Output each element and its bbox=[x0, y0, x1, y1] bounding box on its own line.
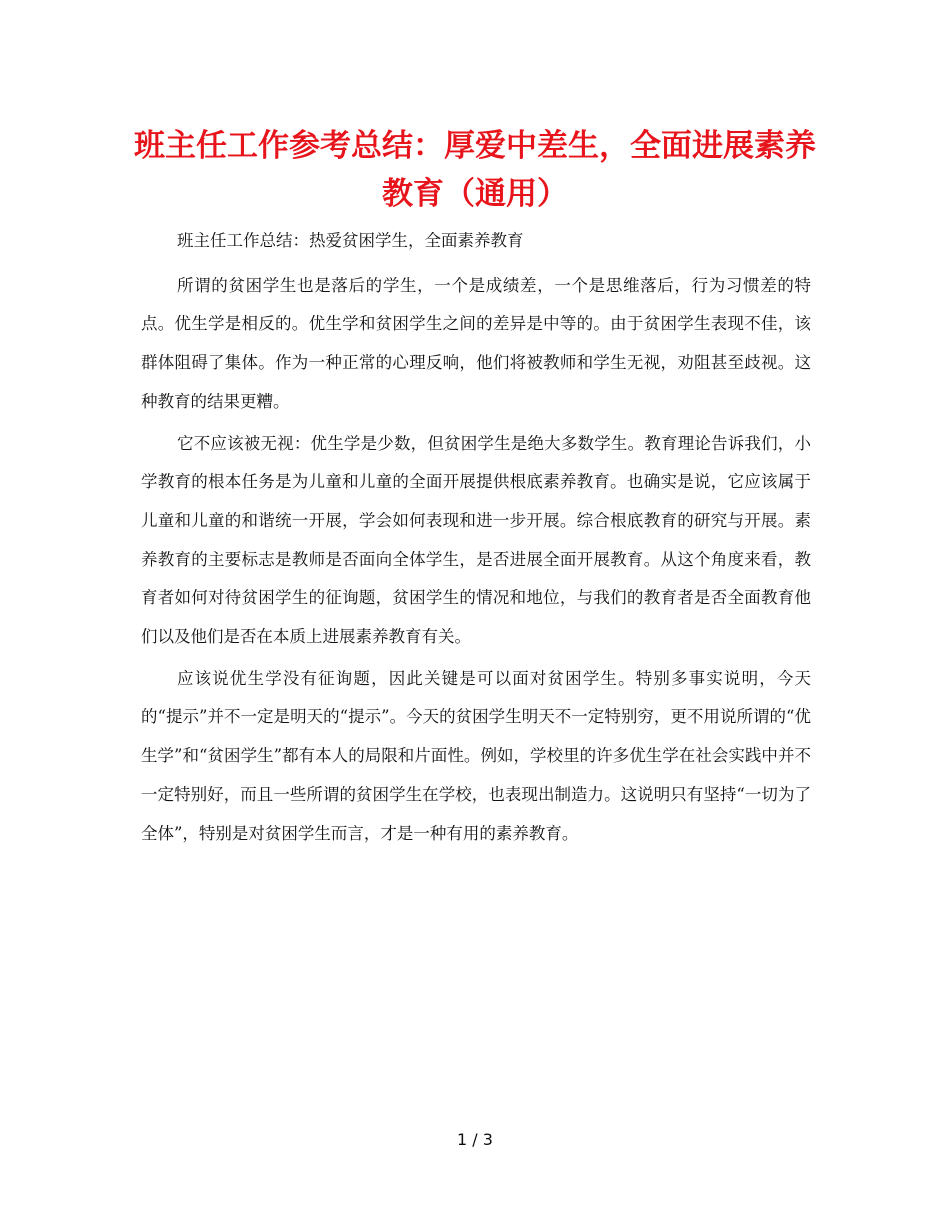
document-title: 班主任工作参考总结：厚爱中差生，全面进展素养教育（通用） bbox=[134, 128, 816, 212]
paragraph-subtitle: 班主任工作总结：热爱贫困学生，全面素养教育 bbox=[177, 231, 524, 250]
page-number: 1 / 3 bbox=[457, 1130, 493, 1149]
paragraph-2: 它不应该被无视：优生学是少数，但贫困学生是绝大多数学生。教育理论告诉我们，小学教育的根本任务是为儿童和儿童的全面开展提供根底素养教育。也确实是说，它应该属于儿童和儿童的和谐统一开展，学会如何表现和进一步开展。综合根底教育的研究与开展。素养教育的主要标志是教师是否面向全体学生，是否进展全面开展教育。从这个角度来看，教育者如何对待贫困学生的征询题，贫困学生的情况和地位，与我们的教育者是否全面教育他们以及他们是否在本质上进展素养教育有关。 bbox=[141, 433, 811, 647]
paragraph-3: 应该说优生学没有征询题，因此关键是可以面对贫困学生。特别多事实说明，今天的“提示”并不一定是明天的“提示”。今天的贫困学生明天不一定特别穷，更不用说所谓的“优生学”和“贫困学生”都有本人的局限和片面性。例如，学校里的许多优生学在社会实践中并不一定特别好，而且一些所谓的贫困学生在学校，也表现出制造力。这说明只有坚持“一切为了全体”，特别是对贫困学生而言，才是一种有用的素养教育。 bbox=[141, 668, 811, 843]
paragraph-1: 所谓的贫困学生也是落后的学生，一个是成绩差，一个是思维落后，行为习惯差的特点。优生学是相反的。优生学和贫困学生之间的差异是中等的。由于贫困学生表现不佳，该群体阻碍了集体。作为一种正常的心理反响，他们将被教师和学生无视，劝阻甚至歧视。这种教育的结果更糟。 bbox=[141, 275, 811, 411]
document-body bbox=[141, 222, 811, 856]
